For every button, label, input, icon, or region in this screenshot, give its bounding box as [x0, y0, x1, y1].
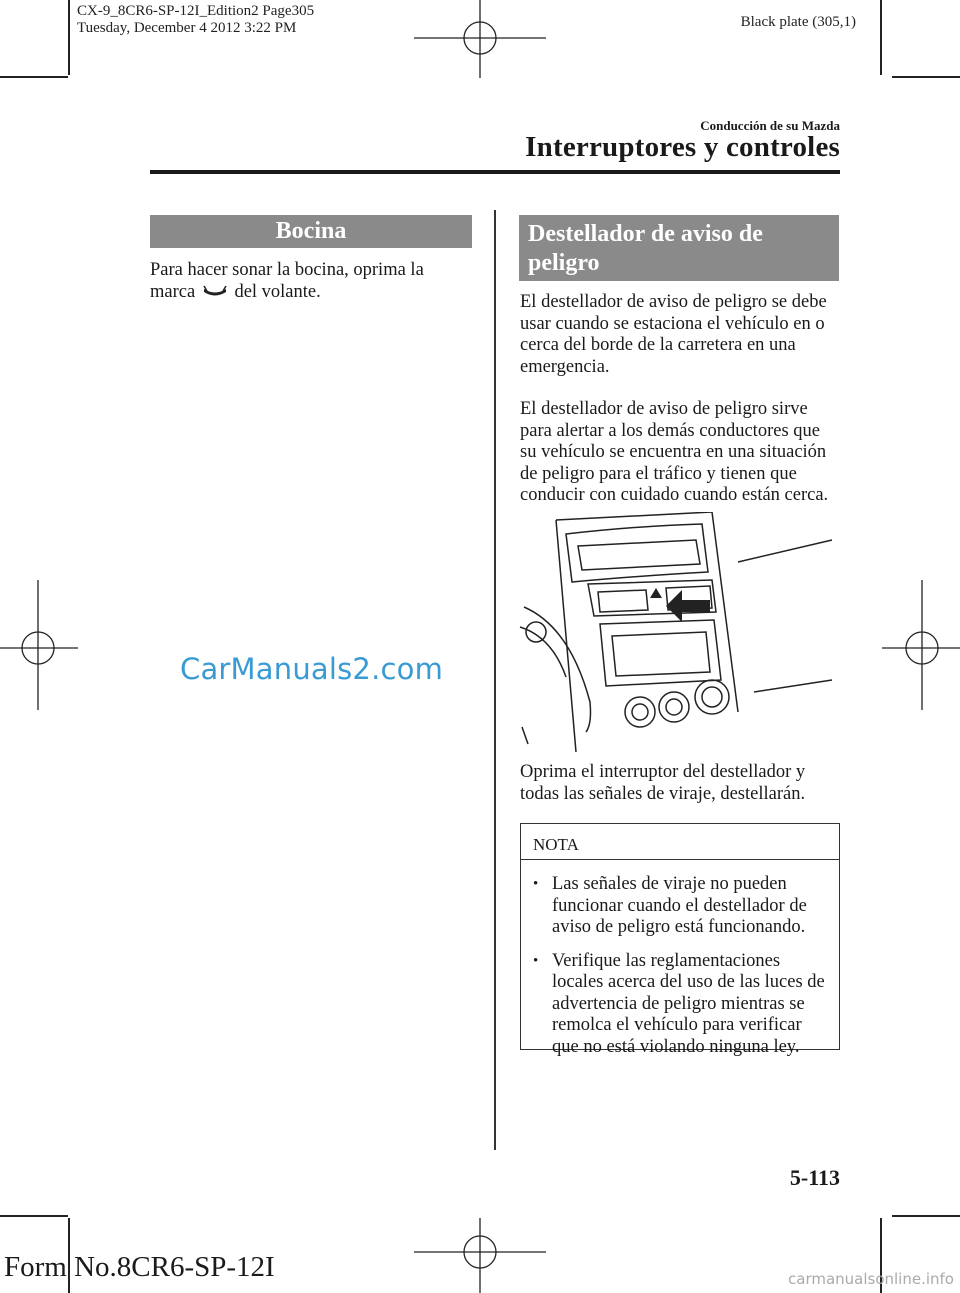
- registration-mark-top: [414, 0, 546, 78]
- heading-bocina-text: Bocina: [275, 218, 347, 244]
- registration-mark-right: [882, 580, 960, 710]
- form-number: Form No.8CR6-SP-12I: [4, 1251, 275, 1283]
- heading-destellador: [519, 215, 839, 281]
- section-title: Interruptores y controles: [525, 131, 840, 163]
- destellador-text: [520, 292, 840, 528]
- note-title: NOTA: [521, 824, 839, 860]
- registration-mark-bottom: [414, 1218, 546, 1293]
- chapter-label: Conducción de su Mazda: [700, 118, 840, 133]
- section-rule: [150, 170, 840, 174]
- note-item: • Verifique las reglamentaciones locales acerca del uso de las luces de advertencia de peligro mientras se remolca el vehículo para verificar que no está violando ninguna ley.: [533, 951, 829, 1059]
- plate-label: Black plate (305,1): [740, 14, 856, 30]
- print-header-line2: Tuesday, December 4 2012 3:22 PM: [77, 20, 297, 36]
- site-watermark: carmanualsonline.info: [788, 1270, 954, 1288]
- print-header-line1: CX-9_8CR6-SP-12I_Edition2 Page305: [77, 3, 315, 19]
- print-header: [77, 3, 397, 37]
- dashboard-hazard-switch-illustration: [516, 512, 840, 757]
- crop-mark: [892, 76, 960, 78]
- crop-mark: [0, 76, 68, 78]
- paragraph: El destellador de aviso de peligro sirve para alertar a los demás conductores que su vehículo se encuentra en una situación de peligro para el tráfico y tienen que conducir con cuidado cuando están cerca.: [520, 399, 829, 505]
- note-list: [521, 860, 839, 1078]
- note-item: • Las señales de viraje no pueden funcionar cuando el destellador de aviso de peligro está funcionando.: [533, 874, 829, 939]
- crop-mark: [880, 0, 882, 75]
- bocina-paragraph: Para hacer sonar la bocina, oprima la marca del volante.: [150, 260, 424, 302]
- note-box: [520, 823, 840, 1057]
- watermark-carmanuals2: CarManuals2.com: [180, 652, 444, 686]
- crop-mark: [892, 1215, 960, 1217]
- registration-mark-left: [0, 580, 78, 710]
- column-divider: [494, 210, 496, 1150]
- paragraph: El destellador de aviso de peligro se debe usar cuando se estaciona el vehículo en o cerca del borde de la carretera en una emergencia.: [520, 292, 827, 377]
- after-figure-paragraph: Oprima el interruptor del destellador y todas las señales de viraje, destellarán.: [520, 762, 806, 804]
- heading-bocina: [150, 215, 472, 248]
- page-number: 5-113: [789, 1165, 840, 1190]
- crop-mark: [0, 1215, 68, 1217]
- horn-icon: [202, 285, 228, 299]
- crop-mark: [68, 0, 70, 75]
- heading-destellador-text: Destellador de aviso de peligro: [528, 221, 763, 276]
